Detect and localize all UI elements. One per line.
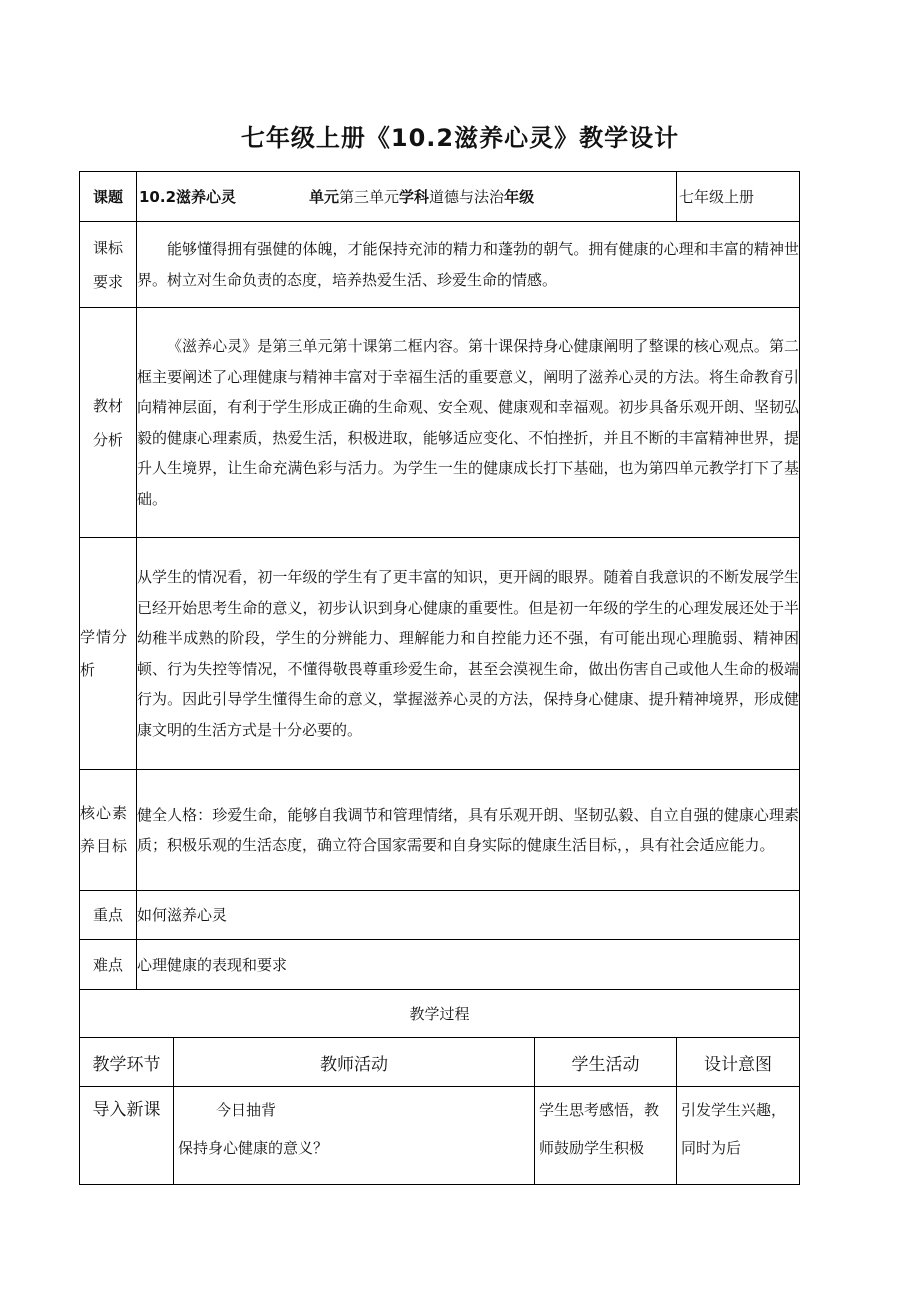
column-intent: 设计意图 — [677, 1038, 800, 1087]
difficulty-row — [80, 940, 800, 990]
standards-text: 能够懂得拥有强健的体魄，才能保持充沛的精力和蓬勃的朝气。拥有健康的心理和丰富的精神世界。树立对生命负责的态度，培养热爱生活、珍爱生命的情感。 — [137, 222, 800, 308]
material-row — [80, 308, 800, 538]
process-row — [80, 1087, 800, 1185]
lesson-plan-table — [79, 171, 800, 1185]
key-label: 重点 — [80, 891, 137, 940]
unit-value: 第三单元 — [339, 188, 400, 206]
process-heading: 教学过程 — [80, 990, 800, 1038]
process-stage: 导入新课 — [80, 1087, 174, 1185]
process-heading-row — [80, 990, 800, 1038]
core-label: 核心素 养目标 — [80, 770, 137, 891]
teacher-line-2: 保持身心健康的意义？ — [178, 1139, 329, 1157]
column-stage: 教学环节 — [80, 1038, 174, 1087]
material-label: 教材 分析 — [80, 308, 137, 538]
document-title: 七年级上册《10.2滋养心灵》教学设计 — [240, 124, 680, 152]
subject-value: 道德与法治 — [429, 188, 505, 206]
unit-label: 单元 — [309, 188, 340, 206]
grade-value: 七年级上册 — [677, 172, 800, 222]
students-text: 从学生的情况看，初一年级的学生有了更丰富的知识，更开阔的眼界。随着自我意识的不断发展学生已经开始思考生命的意义，初步认识到身心健康的重要性。但是初一年级的学生的心理发展还处于半幼稚半成熟的阶段，学生的分辨能力、理解能力和自控能力还不强，有可能出现心理脆弱、精神困顿、行为失控等情况，不懂得敬畏尊重珍爱生命，甚至会漠视生命，做出伤害自己或他人生命的极端行为。因此引导学生懂得生命的意义，掌握滋养心灵的方法，保持身心健康、提升精神境界，形成健康文明的生活方式是十分必要的。 — [137, 538, 800, 770]
process-student: 学生思考感悟，教师鼓励学生积极 — [535, 1087, 677, 1185]
process-teacher — [174, 1087, 535, 1185]
subject-label: 学科 — [399, 188, 430, 206]
standards-row — [80, 222, 800, 308]
difficulty-label: 难点 — [80, 940, 137, 990]
students-label: 学情分 析 — [80, 538, 137, 770]
core-row — [80, 770, 800, 891]
material-text: 《滋养心灵》是第三单元第十课第二框内容。第十课保持身心健康阐明了整课的核心观点。第二框主要阐述了心理健康与精神丰富对于幸福生活的重要意义，阐明了滋养心灵的方法。将生命教育引向精神层面，有利于学生形成正确的生命观、安全观、健康观和幸福观。初步具备乐观开朗、坚韧弘毅的健康心理素质，热爱生活，积极进取，能够适应变化、不怕挫折，并且不断的丰富精神世界，提升人生境界，让生命充满色彩与活力。为学生一生的健康成长打下基础，也为第四单元教学打下了基础。 — [137, 308, 800, 538]
course-value: 10.2滋养心灵 — [139, 188, 237, 206]
course-label: 课题 — [80, 172, 137, 222]
key-row — [80, 891, 800, 940]
core-text: 健全人格：珍爱生命，能够自我调节和管理情绪，具有乐观开朗、坚韧弘毅、自立自强的健康心理素质；积极乐观的生活态度，确立符合国家需要和自身实际的健康生活目标，，具有社会适应能力。 — [137, 770, 800, 891]
key-text: 如何滋养心灵 — [137, 891, 800, 940]
header-row — [80, 172, 800, 222]
students-row — [80, 538, 800, 770]
process-intent: 引发学生兴趣，同时为后 — [677, 1087, 800, 1185]
teacher-line-1: 今日抽背 — [216, 1101, 277, 1119]
course-info-cell — [137, 172, 677, 222]
column-teacher: 教师活动 — [174, 1038, 535, 1087]
column-student: 学生活动 — [535, 1038, 677, 1087]
process-columns-row — [80, 1038, 800, 1087]
difficulty-text: 心理健康的表现和要求 — [137, 940, 800, 990]
standards-label: 课标 要求 — [80, 222, 137, 308]
grade-label: 年级 — [504, 188, 535, 206]
